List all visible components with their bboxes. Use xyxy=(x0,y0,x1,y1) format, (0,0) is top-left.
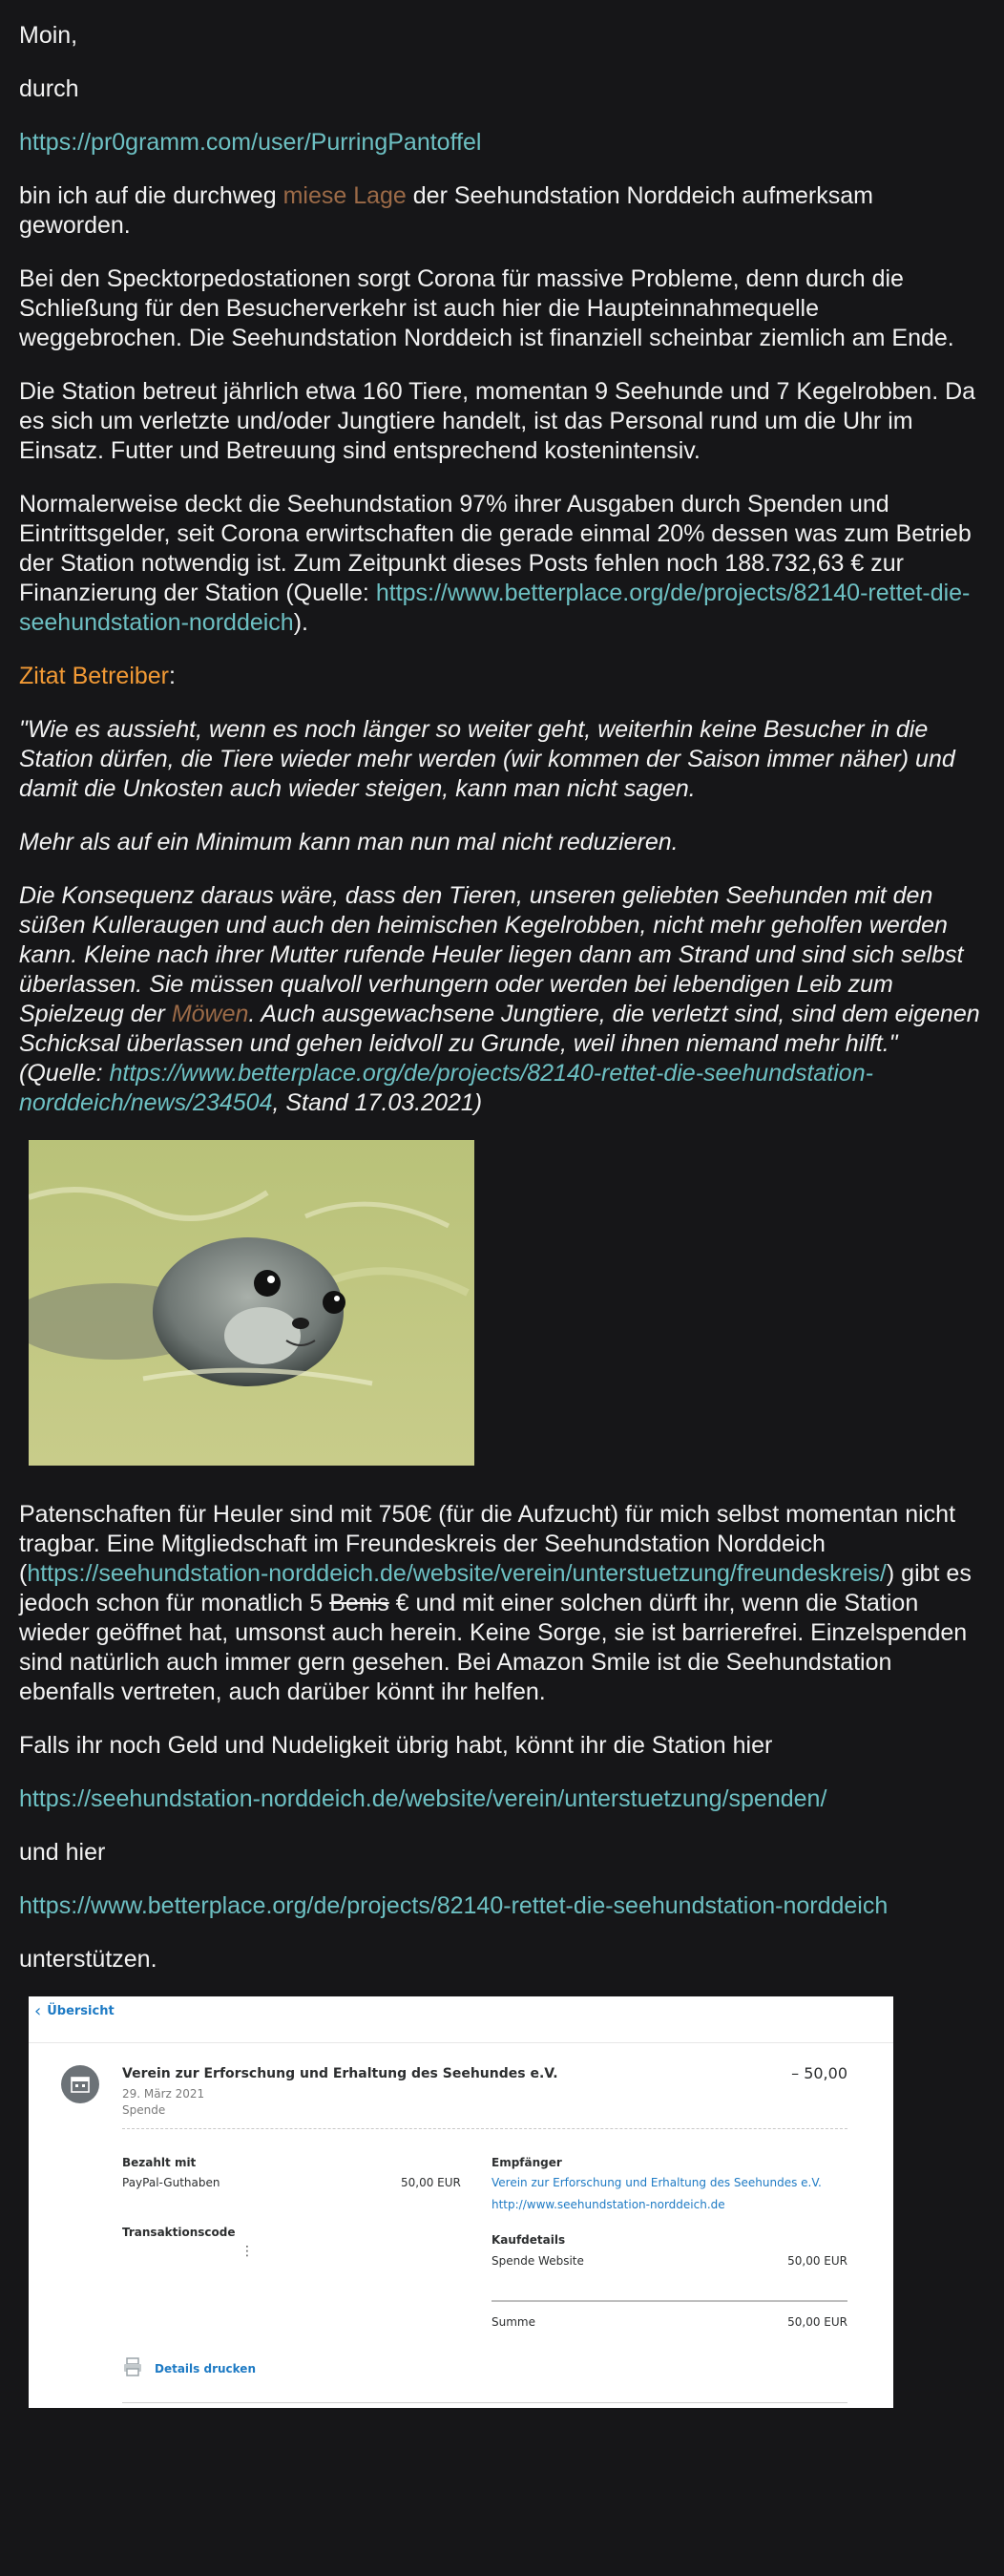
transaction-code-label: Transaktionscode xyxy=(122,2226,236,2239)
transaction-date: 29. März 2021 xyxy=(122,2087,205,2101)
transaction-amount: – 50,00 xyxy=(791,2064,847,2082)
profile-paragraph xyxy=(19,128,985,158)
intro-text: durch xyxy=(19,75,79,102)
sum-label: Summe xyxy=(492,2315,535,2329)
paid-with-value: PayPal-Guthaben xyxy=(122,2176,220,2189)
seal-photo xyxy=(29,1140,474,1466)
paragraph-situation xyxy=(19,181,985,241)
spenden-link[interactable]: https://seehundstation-norddeich.de/website/verein/unterstuetzung/spenden/ xyxy=(19,1785,827,1812)
quote-paragraph-2: Mehr als auf ein Minimum kann man nun mal nicht reduzieren. xyxy=(19,829,679,855)
strikethrough-text: Benis xyxy=(329,1590,389,1616)
print-details-button[interactable] xyxy=(122,2356,256,2381)
paragraph-donate: Falls ihr noch Geld und Nudeligkeit übrig habt, könnt ihr die Station hier xyxy=(19,1732,773,1759)
text: bin ich auf die durchweg xyxy=(19,182,283,209)
paragraph-membership xyxy=(19,1500,985,1707)
divider xyxy=(492,2300,847,2302)
text: Normalerweise deckt die Seehundstation 97% ihrer Ausgaben durch Spenden und Eintrittsgelder, seit Corona erwirtschaften die gerade einmal 20% dessen was zum Betrieb der Station notwendig ist. Zum Zeitpunkt dieses Posts fehlen noch 188.732,63 € zur Finanzierung der Station (Quelle: xyxy=(19,491,972,606)
paypal-receipt-image xyxy=(29,1996,893,2408)
chevron-left-icon: ‹ xyxy=(34,2001,42,2021)
highlight-text: miese Lage xyxy=(282,182,407,209)
item-amount: 50,00 EUR xyxy=(787,2254,847,2268)
purchase-details-label: Kaufdetails xyxy=(492,2233,566,2247)
paragraph-finance xyxy=(19,490,985,638)
betterplace-project-link[interactable]: https://www.betterplace.org/de/projects/82140-rettet-die-seehundstation-norddeich xyxy=(19,1892,889,1919)
recipient-url[interactable]: http://www.seehundstation-norddeich.de xyxy=(492,2198,725,2211)
divider xyxy=(122,2402,847,2403)
recipient-link[interactable]: Verein zur Erforschung und Erhaltung des Seehundes e.V. xyxy=(492,2176,822,2189)
recipient-label: Empfänger xyxy=(492,2156,562,2169)
quote-paragraph-1: "Wie es aussieht, wenn es noch länger so weiter geht, weiterhin keine Besucher in die Station dürfen, die Tiere wieder mehr werden (wir kommen der Saison immer näher) und damit die Unkosten auch wieder steigen, kann man nicht sagen. xyxy=(19,716,955,802)
printer-icon xyxy=(122,2356,143,2381)
colon: : xyxy=(169,663,176,689)
text: , Stand 17.03.2021) xyxy=(272,1089,483,1116)
freundeskreis-link[interactable]: https://seehundstation-norddeich.de/website/verein/unterstuetzung/freundeskreis/ xyxy=(27,1560,887,1587)
item-name: Spende Website xyxy=(492,2254,584,2268)
text: der Seehundstation Norddeich aufmerksam geworden. xyxy=(19,182,873,239)
merchant-icon xyxy=(61,2065,99,2103)
paragraph-station: Die Station betreut jährlich etwa 160 Tiere, momentan 9 Seehunde und 7 Kegelrobben. Da es sich um verletzte und/oder Jungtiere handelt, ist das Personal rund um die Uhr im Einsatz. Futter und Betreuung sind entsprechend kostenintensiv. xyxy=(19,378,976,464)
betterplace-link-paragraph xyxy=(19,1891,985,1921)
recipient-name: Verein zur Erforschung und Erhaltung des Seehundes e.V. xyxy=(122,2066,558,2081)
quote-heading xyxy=(19,662,985,691)
back-label: Übersicht xyxy=(47,2004,115,2018)
text: Die Konsequenz daraus wäre, dass den Tieren, unseren geliebten Seehunden mit den süßen Kulleraugen und auch den heimischen Kegelrobben, nicht mehr geholfen werden kann. Kleine nach ihrer Mutter rufende Heuler liegen dann am Strand und sind sich selbst überlassen. Sie müssen qualvoll verhungern oder werden bei lebendigen Leib zum Spielzeug der xyxy=(19,882,964,1027)
after-photo-section xyxy=(19,1500,985,1974)
greeting: Moin, xyxy=(19,22,78,49)
divider xyxy=(122,2128,847,2129)
more-icon[interactable]: ⋮ xyxy=(241,2244,254,2259)
paid-with-label: Bezahlt mit xyxy=(122,2156,197,2169)
quote-heading-label: Zitat Betreiber xyxy=(19,663,170,689)
text: Patenschaften für Heuler sind mit 750€ (für die Aufzucht) für mich selbst momentan nicht tragbar. Eine Mitgliedschaft im Freundeskreis der Seehundstation Norddeich ( xyxy=(19,1501,956,1587)
profile-link[interactable]: https://pr0gramm.com/user/PurringPantoffel xyxy=(19,129,482,156)
text: ). xyxy=(293,609,308,636)
spenden-link-paragraph xyxy=(19,1784,985,1814)
divider xyxy=(29,2042,893,2043)
highlight-text: Möwen xyxy=(171,1001,249,1027)
sum-amount: 50,00 EUR xyxy=(787,2315,847,2329)
quote-paragraph-3 xyxy=(19,881,985,1118)
back-button[interactable] xyxy=(34,2001,115,2021)
betterplace-link[interactable]: https://www.betterplace.org/de/projects/82140-rettet-die-seehundstation-norddeich xyxy=(19,580,971,636)
and-here-text: und hier xyxy=(19,1839,106,1866)
text: ) gibt es jedoch schon für monatlich 5 xyxy=(19,1560,972,1616)
text: . Auch ausgewachsene Jungtiere, die verletzt sind, sind dem eigenen Schicksal überlassen und gehen leidvoll zu Grunde, weil ihnen niemand mehr hilft." (Quelle: xyxy=(19,1001,980,1087)
print-details-label: Details drucken xyxy=(155,2362,256,2375)
paid-amount: 50,00 EUR xyxy=(401,2176,461,2189)
news-link[interactable]: https://www.betterplace.org/de/projects/82140-rettet-die-seehundstation-norddeich/news/234504 xyxy=(19,1060,873,1116)
transaction-type: Spende xyxy=(122,2103,166,2117)
paragraph-corona: Bei den Specktorpedostationen sorgt Corona für massive Probleme, denn durch die Schließung für den Besucherverkehr ist auch hier die Haupteinnahmequelle weggebrochen. Die Seehundstation Norddeich ist finanziell scheinbar ziemlich am Ende. xyxy=(19,265,954,351)
text: € und mit einer solchen dürft ihr, wenn die Station wieder geöffnet hat, umsonst auch herein. Keine Sorge, sie ist barrierefrei. Einzelspenden sind natürlich auch immer gern gesehen. Bei Amazon Smile ist die Seehundstation ebenfalls vertreten, auch darüber könnt ihr helfen. xyxy=(19,1590,968,1705)
support-text: unterstützen. xyxy=(19,1946,157,1973)
